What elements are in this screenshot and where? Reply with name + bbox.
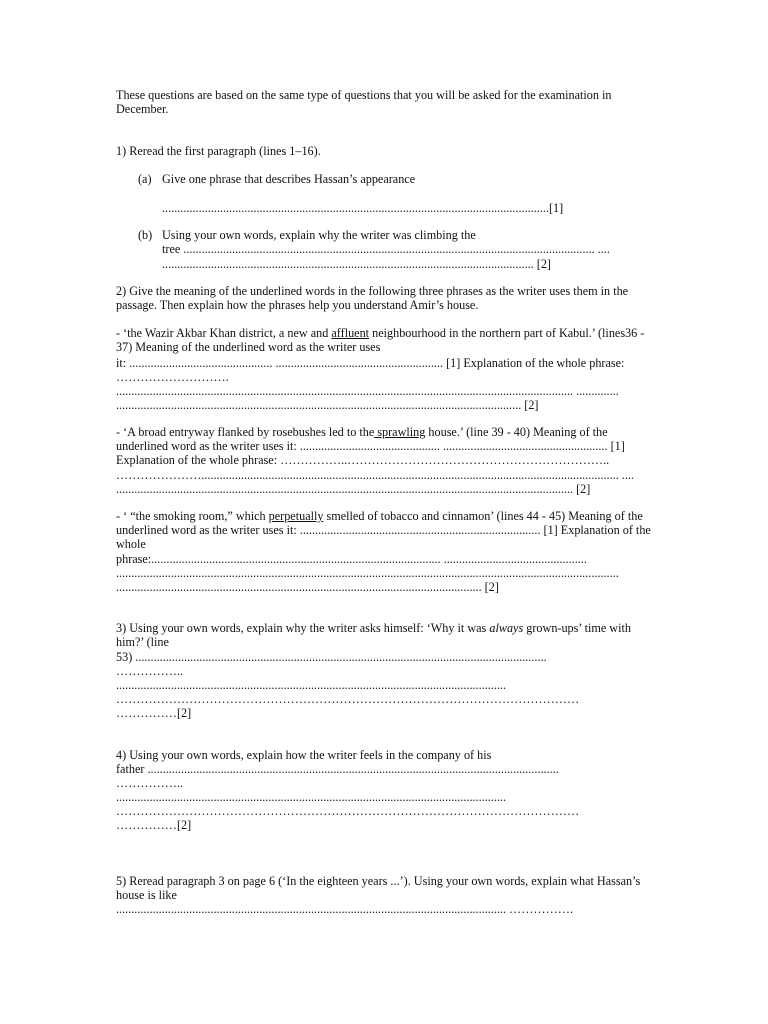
question-1b-text: Using your own words, explain why the writer was climbing the <box>162 228 476 242</box>
underlined-word: sprawling <box>374 425 426 439</box>
answer-line[interactable]: phrase:............................................................................................... ............................................... <box>116 552 587 566</box>
question-5-prompt: 5) Reread paragraph 3 on page 6 (‘In the eighteen years ...’). Using your own words, explain what Hassan’s house is like <box>116 874 641 902</box>
emphasis-word: always <box>489 621 524 635</box>
answer-line[interactable]: ................................................................................................................................ ……………. <box>116 902 574 916</box>
answer-line[interactable]: .......................................................................................................................... [2] <box>162 257 551 271</box>
phrase-text: - ‘ “the smoking room,” which <box>116 509 269 523</box>
question-1a-label: (a) <box>138 172 152 186</box>
answer-line[interactable]: ……………[2] <box>116 706 192 720</box>
question-text: grown-ups’ time with him?’ (line <box>116 621 631 649</box>
question-1a-text: Give one phrase that describes Hassan’s appearance <box>162 172 416 186</box>
answer-line[interactable]: …………………………………………………………………………………………………… <box>116 804 580 818</box>
underlined-word: affluent <box>331 326 370 340</box>
answer-line[interactable]: tree ....................................................................................................................................... .... <box>162 242 610 256</box>
answer-line[interactable]: ..................................................................................................................................................................... <box>116 566 619 580</box>
question-3-prompt <box>116 621 652 649</box>
answer-line[interactable]: ……………[2] <box>116 818 192 832</box>
phrase-text: house.’ (line 39 - 40) Meaning of the underlined word as the writer uses it: .............................................. ...................................................... [1] Explanation of the whole phrase: ……………..……………………………………………………….. <box>116 425 625 467</box>
question-1b-label: (b) <box>138 228 153 242</box>
phrase-text: neighbourhood in the northern part of Kabul.’ (lines36 - 37) Meaning of the underlined word as the writer uses <box>116 326 645 354</box>
answer-line[interactable]: ...................................................................................................................................................... .............. <box>116 384 619 398</box>
answer-line[interactable]: …………….. <box>116 776 184 790</box>
answer-line[interactable]: ........................................................................................................................ [2] <box>116 580 499 594</box>
answer-line[interactable]: …………………………………………………………………………………………………… <box>116 692 580 706</box>
answer-line[interactable]: ................................................................................................................................ <box>116 790 506 804</box>
question-4-prompt: 4) Using your own words, explain how the writer feels in the company of his <box>116 748 492 762</box>
question-2-phrase-1 <box>116 326 652 354</box>
answer-line[interactable]: …………….. <box>116 664 184 678</box>
answer-line[interactable]: ...................................................................................................................................................... [2] <box>116 482 591 496</box>
answer-line[interactable]: ..................................................................................................................................... [2] <box>116 398 539 412</box>
intro-text: These questions are based on the same type of questions that you will be asked for the examination in December. <box>116 88 612 116</box>
answer-line[interactable]: ................................................................................................................................ <box>116 678 506 692</box>
answer-line[interactable]: father ....................................................................................................................................... <box>116 762 559 776</box>
question-text: 3) Using your own words, explain why the writer asks himself: ‘Why it was <box>116 621 490 635</box>
question-2-phrase-3 <box>116 509 652 551</box>
underlined-word: perpetually <box>268 509 324 523</box>
question-1-prompt: 1) Reread the first paragraph (lines 1–16). <box>116 144 321 158</box>
answer-line[interactable]: it: ............................................... ....................................................... [1] Explanation of the whole phrase: <box>116 356 625 370</box>
answer-line[interactable]: …………………......................................................................................................................................... .... <box>116 468 634 482</box>
phrase-text: - ‘the Wazir Akbar Khan district, a new and <box>116 326 332 340</box>
question-2-prompt: 2) Give the meaning of the underlined words in the following three phrases as the writer uses them in the passage. Then explain how the phrases help you understand Amir’s house. <box>116 284 629 312</box>
answer-line[interactable]: 53) ....................................................................................................................................... <box>116 650 547 664</box>
phrase-text: - ‘A broad entryway flanked by rosebushes led to the <box>116 425 375 439</box>
answer-line[interactable]: ...............................................................................................................................[1] <box>162 201 564 215</box>
phrase-text: smelled of tobacco and cinnamon’ (lines 44 - 45) Meaning of the underlined word as the writer uses it: ............................................................................... [1] Explanation of the whole <box>116 509 651 551</box>
answer-line[interactable]: ………………………. <box>116 370 229 384</box>
question-2-phrase-2 <box>116 425 652 467</box>
